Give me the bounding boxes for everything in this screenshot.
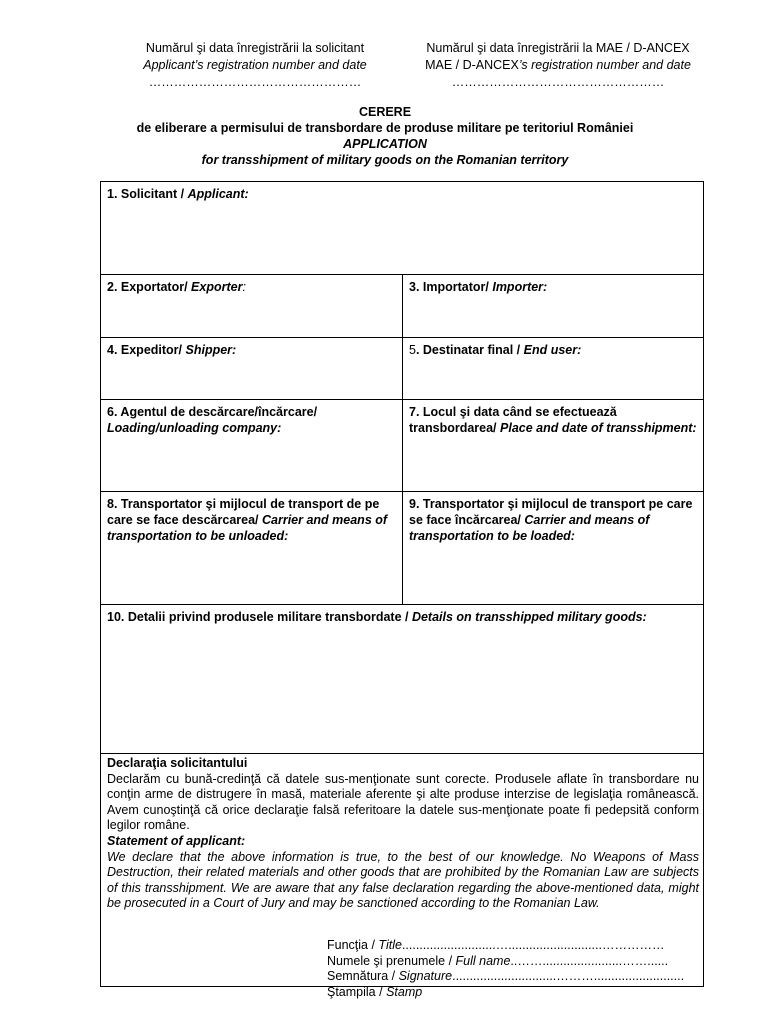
- signature-name-line[interactable]: [327, 954, 697, 970]
- field-end-user-label-en: End user:: [523, 343, 582, 357]
- field-exporter-colon: :: [242, 280, 246, 294]
- declaration-heading-ro: Declaraţia solicitantului: [107, 756, 248, 770]
- field-exporter-label-ro: 2. Exportator/: [107, 280, 192, 294]
- mae-registration-label-ro: Numărul şi data înregistrării la MAE / D-ANCEX: [426, 41, 690, 55]
- field-shipper-label-en: Shipper:: [185, 343, 237, 357]
- field-importer[interactable]: [403, 275, 703, 337]
- signature-name-dots: ..…….......................……......: [510, 953, 669, 968]
- signature-name-label-ro: Numele şi prenumele /: [327, 953, 456, 968]
- field-carrier-loaded-label-en: Carrier and means of transportation to be loaded:: [409, 513, 650, 543]
- signature-sign-label-en: Signature: [398, 969, 453, 984]
- mae-registration-field[interactable]: ……………………………………………: [451, 75, 665, 89]
- declaration-heading-en: Statement of applicant:: [107, 833, 246, 848]
- header: [0, 40, 770, 92]
- field-applicant[interactable]: [101, 182, 703, 274]
- field-exporter[interactable]: [101, 275, 402, 337]
- title-en-subtitle: for transshipment of military goods on the Romanian territory: [201, 153, 569, 167]
- field-place-date[interactable]: [403, 400, 703, 491]
- signature-sign-line[interactable]: [327, 969, 697, 985]
- signature-sign-label-ro: Semnătura /: [327, 969, 399, 984]
- applicant-registration-block: [130, 40, 380, 91]
- signature-stamp-label-ro: Ştampila /: [327, 984, 387, 999]
- signature-title-label-ro: Funcţia /: [327, 938, 379, 952]
- applicant-registration-label-en: Applicant’s registration number and date: [143, 58, 367, 72]
- field-end-user-label-ro: . Destinatar final /: [415, 343, 524, 357]
- title-cerere: CERERE: [358, 105, 412, 119]
- signature-sign-dots: ..............................………..........................: [452, 969, 685, 984]
- title-application: APPLICATION: [343, 137, 427, 151]
- signature-stamp-line[interactable]: [327, 985, 697, 1001]
- applicant-registration-field[interactable]: ……………………………………………: [148, 75, 362, 89]
- signature-name-label-en: Full name: [455, 953, 511, 968]
- field-carrier-loaded[interactable]: [403, 492, 703, 604]
- field-importer-label-ro: 3. Importator/: [409, 280, 493, 294]
- row-divider: [101, 753, 703, 754]
- signature-title-label-en: Title: [378, 938, 402, 952]
- field-place-date-label-ro: 7. Locul şi data când se efectuează transbordarea/: [409, 405, 617, 435]
- field-loading-company-label-en: Loading/unloading company:: [107, 421, 282, 435]
- applicant-registration-label-ro: Numărul şi data înregistrării la solicitant: [145, 41, 365, 55]
- mae-registration-block: [408, 40, 708, 91]
- document-title: [60, 104, 710, 168]
- title-ro-subtitle: de eliberare a permisului de transbordare de produse militare pe teritoriul României: [136, 121, 634, 135]
- applicant-declaration: [107, 756, 699, 912]
- field-carrier-unloaded[interactable]: [101, 492, 402, 604]
- field-shipper[interactable]: [101, 338, 402, 399]
- field-loading-company[interactable]: [101, 400, 402, 491]
- field-goods-details[interactable]: [101, 605, 703, 753]
- declaration-text-ro: Declarăm cu bună-credinţă că datele sus-menţionate sunt corecte. Produsele aflate în transbordare nu conţin arme de distrugere în masă, materiale aferente şi alte produse interzise de legislaţia românească. Avem cunoştinţă că orice declaraţie falsă referitoare la datele sus-menţionate poate fi pedepsită conform legilor române.: [107, 771, 699, 833]
- mae-registration-suffix: ’s registration number and date: [518, 58, 691, 72]
- application-form: [100, 181, 704, 999]
- field-carrier-unloaded-label-ro: 8. Transportator şi mijlocul de transport de pe care se face descărcarea/: [107, 497, 380, 527]
- signature-title-dots: ...........................…...........................……………: [401, 938, 665, 952]
- field-importer-label-en: Importer:: [492, 280, 548, 294]
- field-end-user-number: 5: [409, 343, 416, 357]
- mae-registration-prefix: MAE / D-ANCEX: [425, 58, 519, 72]
- field-goods-details-label-ro: 10. Detalii privind produsele militare transbordate /: [107, 610, 412, 624]
- signature-stamp-label-en: Stamp: [386, 984, 423, 999]
- field-place-date-label-en: Place and date of transshipment:: [500, 421, 697, 435]
- field-goods-details-label-en: Details on transshipped military goods:: [411, 610, 647, 624]
- field-end-user[interactable]: [403, 338, 703, 399]
- field-applicant-label-en: Applicant:: [187, 187, 249, 201]
- signature-block: [327, 938, 697, 1000]
- field-carrier-unloaded-label-en: Carrier and means of transportation to be unloaded:: [107, 513, 388, 543]
- field-loading-company-label-ro: 6. Agentul de descărcare/încărcare/: [107, 405, 318, 419]
- signature-title-line[interactable]: [327, 938, 697, 954]
- declaration-text-en: We declare that the above information is true, to the best of our knowledge. No Weapons of Mass Destruction, their related materials and other goods that are prohibited by the Romanian Law are subjects of this transshipment. We are aware that any false declaration regarding the above-mentioned data, might be prosecuted in a Court of Jury and may be sanctioned according to the Romanian Law.: [107, 849, 699, 911]
- mae-registration-label-en: [408, 57, 708, 74]
- field-applicant-label-ro: 1. Solicitant /: [107, 187, 188, 201]
- field-carrier-loaded-label-ro: 9. Transportator şi mijlocul de transport pe care se face încărcarea/: [409, 497, 693, 527]
- field-shipper-label-ro: 4. Expeditor/: [107, 343, 186, 357]
- field-exporter-label-en: Exporter: [191, 280, 243, 294]
